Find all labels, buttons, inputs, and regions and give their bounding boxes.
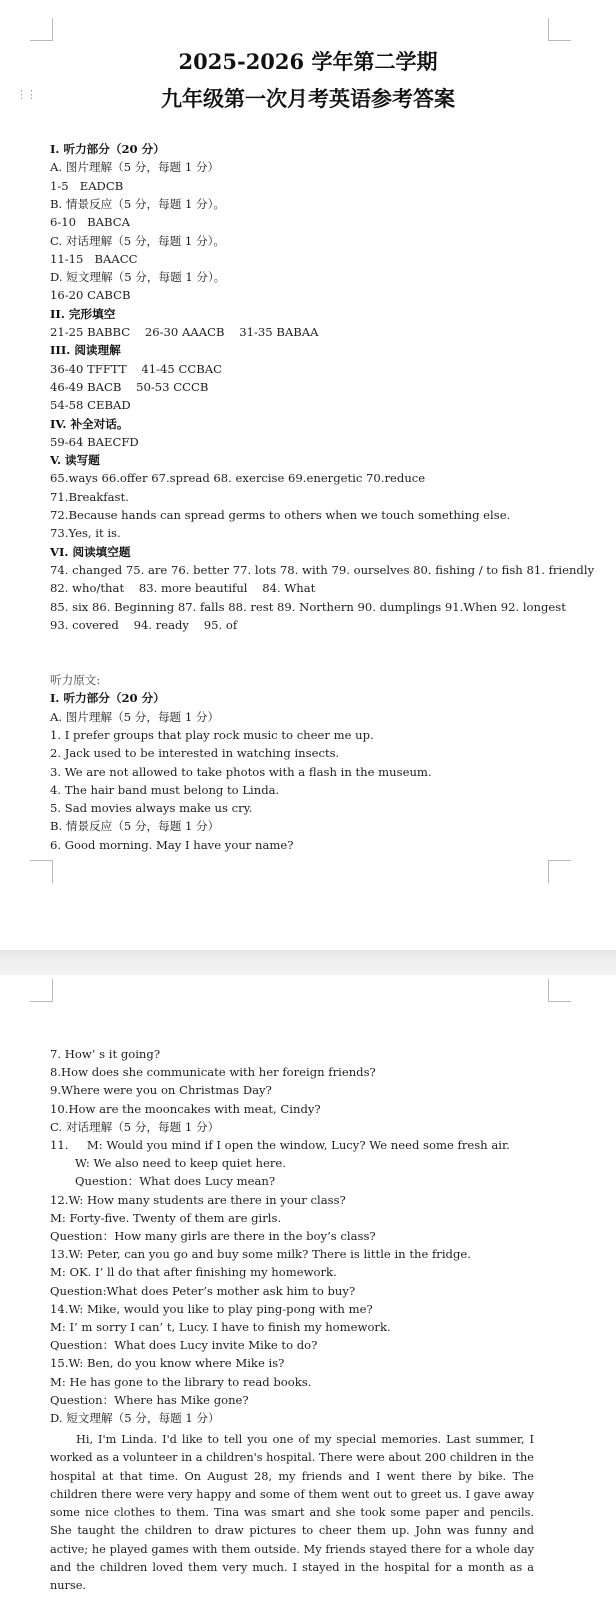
text-line: 12.W: How many students are there in your class? <box>50 1192 346 1207</box>
text-line: 10.How are the mooncakes with meat, Cindy? <box>50 1101 321 1116</box>
text-line: 82. who/that 83. more beautiful 84. What <box>50 581 316 596</box>
page-separator <box>0 950 616 975</box>
text-line: Question：How many girls are there in the boy’s class? <box>50 1229 376 1243</box>
text-line: I. 听力部分（20 分） <box>50 691 165 706</box>
page-corner-mark <box>30 18 53 41</box>
text-line: 1. I prefer groups that play rock music to cheer me up. <box>50 727 374 742</box>
text-line: VI. 阅读填空题 <box>50 544 131 559</box>
text-line: 2. Jack used to be interested in watching insects. <box>50 746 340 761</box>
text-line: 5. Sad movies always make us cry. <box>50 801 253 816</box>
text-line: 72.Because hands can spread germs to others when we touch something else. <box>50 508 511 522</box>
page-corner-mark <box>548 979 571 1002</box>
document-page-2 <box>0 975 616 1600</box>
page-corner-mark <box>548 18 571 41</box>
text-line: 71.Breakfast. <box>50 489 129 504</box>
text-line: IV. 补全对话。 <box>50 416 129 431</box>
text-line: 74. changed 75. are 76. better 77. lots 78. with 79. ourselves 80. fishing / to fish 81. friendly <box>50 562 595 577</box>
page-corner-mark <box>30 979 53 1002</box>
passage-paragraph: Hi, I'm Linda. I'd like to tell you one of my special memories. Last summer, I worked as a volunteer in a children's hospital. There were about 200 children in the hospital at that time. On August 28, my friends and I went there by bike. The children there were very happy and some of them went out to greet us. I gave away some nice clothes to them. Tina was smart and she took some paper and pencils. She taught the children to draw pictures to cheer them up. John was funny and active; he played games with them outside. My friends stayed there for a whole day and the children loved them very much. I stayed in the hospital for a month as a nurse. <box>50 1433 534 1593</box>
text-line: 21-25 BABBC 26-30 AAACB 31-35 BABAA <box>50 325 319 339</box>
text-line: 13.W: Peter, can you go and buy some milk? There is little in the fridge. <box>50 1247 471 1262</box>
text-line: C. 对话理解（5 分，每题 1 分）。 <box>50 233 225 248</box>
text-line: 4. The hair band must belong to Linda. <box>50 782 280 797</box>
text-line: II. 完形填空 <box>50 306 116 321</box>
text-line: 59-64 BAECFD <box>50 434 139 449</box>
text-line: III. 阅读理解 <box>50 343 121 358</box>
drag-handle-icon[interactable]: ⋮⋮ <box>16 88 36 101</box>
text-line: 15.W: Ben, do you know where Mike is? <box>50 1356 285 1371</box>
text-line: Question：What does Lucy invite Mike to do? <box>50 1338 318 1353</box>
text-line: 11-15 BAACC <box>50 251 138 266</box>
text-line: C. 对话理解（5 分，每题 1 分） <box>50 1119 220 1134</box>
text-line: Question：Where has Mike gone? <box>50 1392 249 1407</box>
text-line: A. 图片理解（5 分，每题 1 分） <box>50 160 220 175</box>
text-line: 6. Good morning. May I have your name? <box>50 837 294 852</box>
text-line: 11. M: Would you mind if I open the window, Lucy? We need some fresh air. <box>50 1138 510 1152</box>
text-line: 54-58 CEBAD <box>50 398 131 413</box>
text-line: 85. six 86. Beginning 87. falls 88. rest 89. Northern 90. dumplings 91.When 92. longest <box>50 599 566 614</box>
text-line: 3. We are not allowed to take photos with a flash in the museum. <box>50 764 432 779</box>
text-line: 14.W: Mike, would you like to play ping-pong with me? <box>50 1301 373 1316</box>
text-line: M: He has gone to the library to read books. <box>50 1374 312 1389</box>
text-line: 听力原文: <box>50 673 101 687</box>
text-line: D. 短文理解（5 分，每题 1 分） <box>50 1411 220 1425</box>
text-line: Question：What does Lucy mean? <box>75 1174 276 1189</box>
text-line: B. 情景反应（5 分，每题 1 分）。 <box>50 196 226 211</box>
text-line: Question:What does Peter’s mother ask him to buy? <box>50 1283 356 1298</box>
text-line: M: Forty-five. Twenty of them are girls. <box>50 1210 282 1225</box>
text-line: 16-20 CABCB <box>50 288 131 303</box>
text-line: 36-40 TFFTT 41-45 CCBAC <box>50 361 222 376</box>
text-line: 93. covered 94. ready 95. of <box>50 617 238 632</box>
text-line: D. 短文理解（5 分，每题 1 分）。 <box>50 270 226 285</box>
text-line: 6-10 BABCA <box>50 215 130 230</box>
text-line: B. 情景反应（5 分，每题 1 分） <box>50 819 220 834</box>
text-line: M: I’ m sorry I can’ t, Lucy. I have to finish my homework. <box>50 1320 391 1334</box>
page-corner-mark <box>30 860 53 883</box>
text-line: 9.Where were you on Christmas Day? <box>50 1083 272 1098</box>
text-line: I. 听力部分（20 分） <box>50 142 165 156</box>
text-line: 7. How’ s it going? <box>50 1047 161 1061</box>
text-line: W: We also need to keep quiet here. <box>75 1156 286 1171</box>
text-line: A. 图片理解（5 分，每题 1 分） <box>50 709 220 724</box>
text-line: 73.Yes, it is. <box>50 526 121 541</box>
text-line: 1-5 EADCB <box>50 178 124 193</box>
text-line: M: OK. I’ ll do that after finishing my homework. <box>50 1265 337 1280</box>
page-corner-mark <box>548 860 571 883</box>
text-line: 65.ways 66.offer 67.spread 68. exercise 69.energetic 70.reduce <box>50 471 426 486</box>
document-title-line-2: 九年级第一次月考英语参考答案 <box>161 86 455 111</box>
text-line: 46-49 BACB 50-53 CCCB <box>50 379 209 394</box>
document-title-line-1: 2025-2026 学年第二学期 <box>178 49 438 74</box>
text-line: V. 读写题 <box>50 453 100 468</box>
text-line: 8.How does she communicate with her foreign friends? <box>50 1065 376 1080</box>
